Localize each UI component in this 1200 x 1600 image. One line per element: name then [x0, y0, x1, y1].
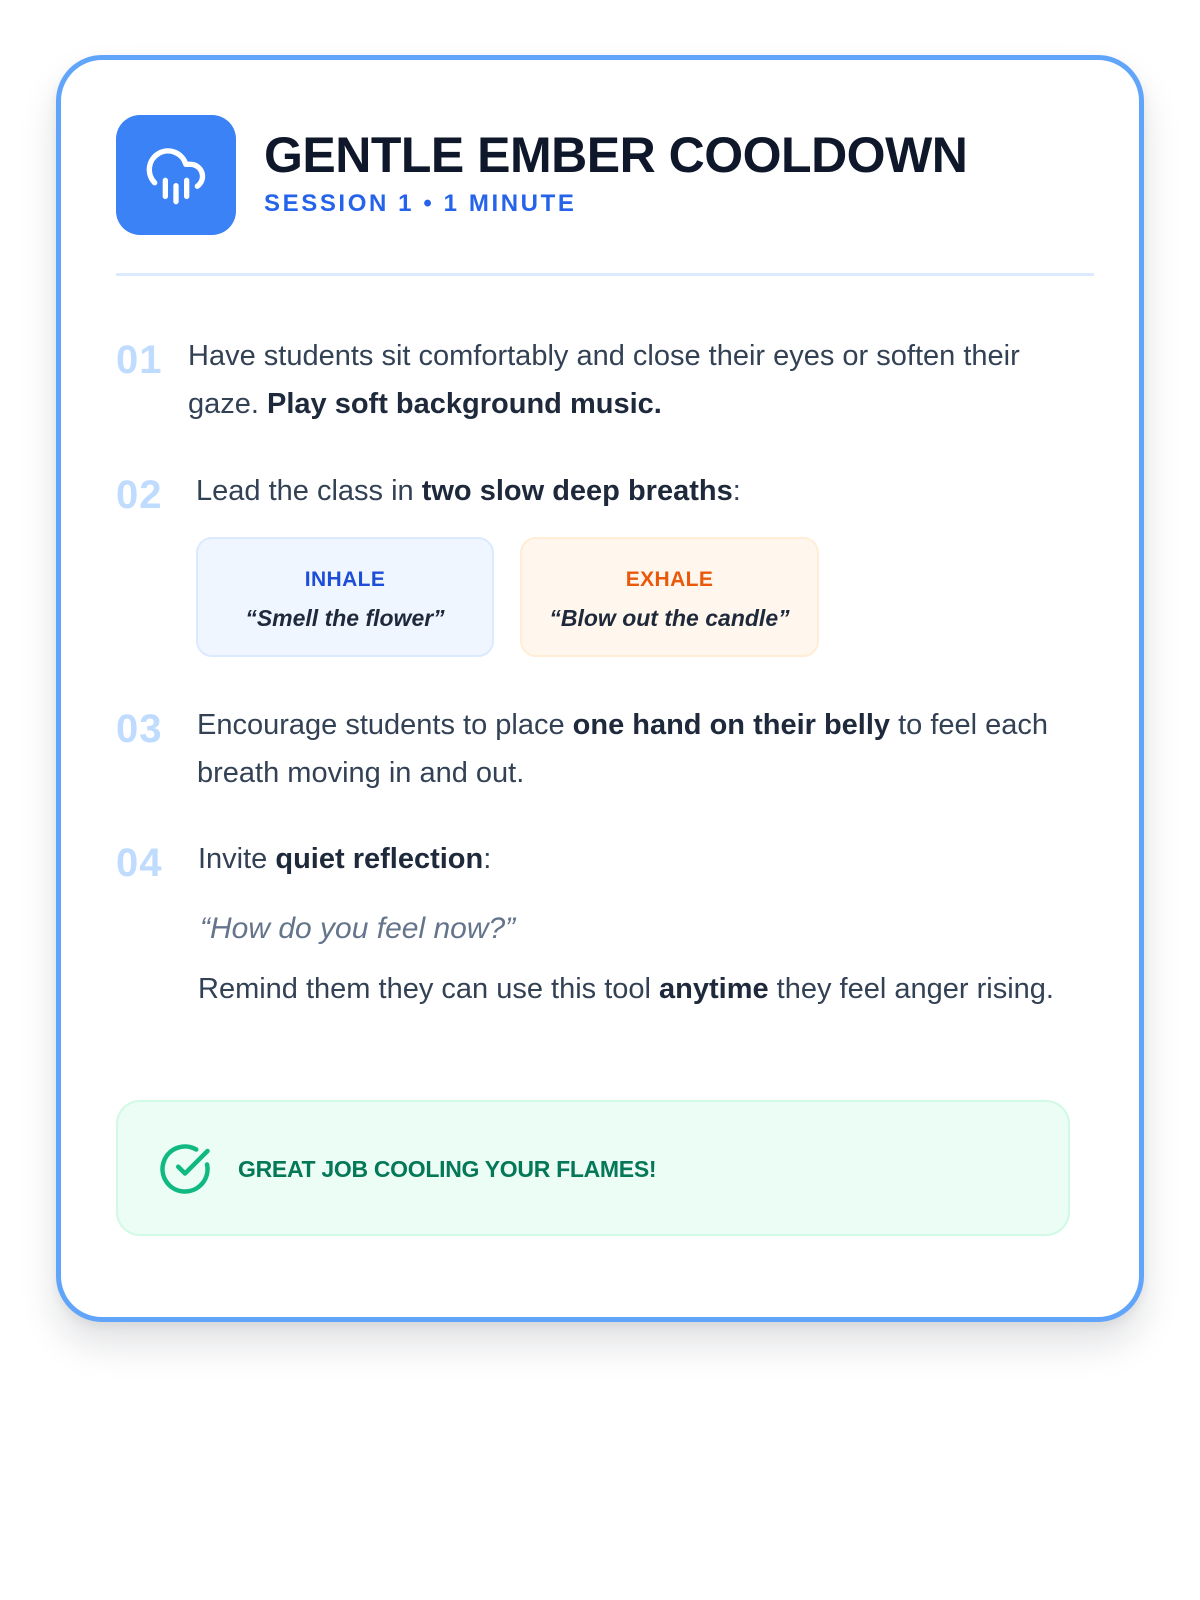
step-text-plain: they feel anger rising. — [768, 973, 1054, 1005]
inhale-label: INHALE — [304, 568, 386, 591]
step-text-plain: Lead the class in — [196, 475, 422, 507]
header-divider — [116, 273, 1094, 276]
cloud-rain-icon — [116, 115, 236, 235]
reflection-quote: “How do you feel now?” — [200, 912, 516, 945]
step-text-plain: Have students sit comfortably and close their eyes or soften their gaze. — [188, 340, 1020, 420]
inhale-card — [196, 537, 494, 657]
check-circle-icon — [158, 1142, 212, 1196]
step-text-bold: Play soft background music. — [267, 388, 662, 420]
step-number: 03 — [116, 707, 163, 751]
step-number: 04 — [116, 841, 163, 885]
step-text-plain: Remind them they can use this tool — [198, 973, 660, 1005]
reflection-reminder — [198, 965, 1078, 1013]
step-text — [196, 467, 1076, 515]
step-text — [197, 701, 1077, 797]
success-message: GREAT JOB COOLING YOUR FLAMES! — [238, 1156, 657, 1182]
step-text-plain: Encourage students to place — [197, 709, 573, 741]
success-banner — [116, 1100, 1070, 1236]
session-subtitle: SESSION 1 • 1 MINUTE — [264, 190, 577, 217]
inhale-quote: “Smell the flower” — [245, 605, 445, 631]
step-text-plain: : — [483, 843, 492, 875]
reflection-intro — [198, 835, 1078, 883]
step-text — [188, 332, 1068, 428]
step-text-plain: : — [732, 475, 741, 507]
step-text-bold: two slow deep breaths — [421, 475, 733, 507]
step-text-bold: one hand on their belly — [572, 709, 891, 741]
step-text-plain: Invite — [198, 843, 276, 875]
exhale-quote: “Blow out the candle” — [549, 605, 790, 631]
step-number: 02 — [116, 473, 163, 517]
step-text-bold: quiet reflection — [275, 843, 484, 875]
exhale-card — [520, 537, 819, 657]
step-text-bold: anytime — [659, 973, 769, 1005]
step-number: 01 — [116, 338, 163, 382]
exhale-label: EXHALE — [625, 568, 714, 591]
activity-card — [56, 55, 1144, 1322]
step-text-plain: to feel each breath moving in and out. — [197, 709, 1049, 789]
card-header — [116, 115, 1094, 235]
card-content — [116, 115, 1094, 1182]
page-title: GENTLE EMBER COOLDOWN — [264, 127, 968, 183]
